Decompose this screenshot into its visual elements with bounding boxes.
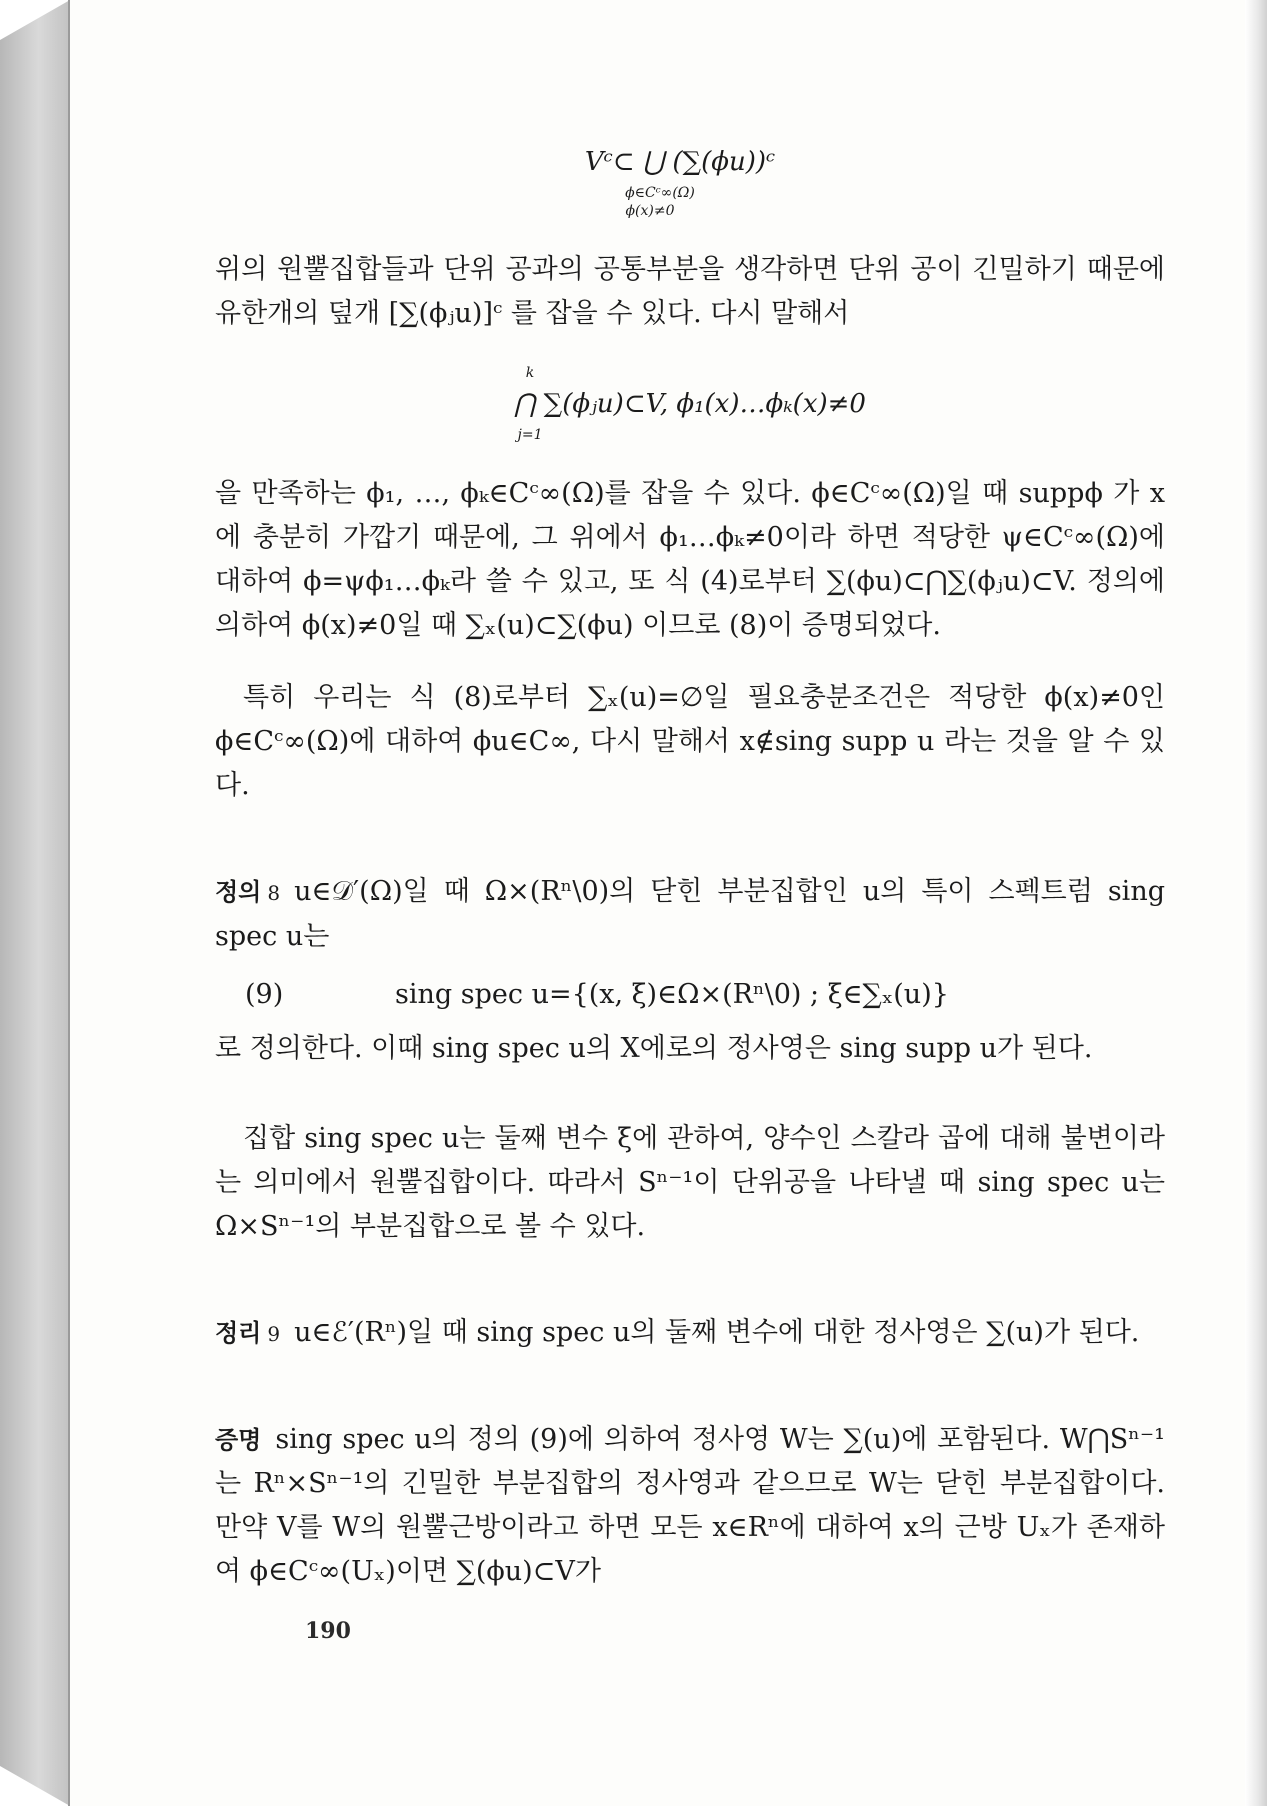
definition-label: 정의 xyxy=(215,878,262,906)
page-content xyxy=(215,140,1165,1594)
page-right-shadow xyxy=(1245,0,1267,1806)
theorem-text: u∈ℰ′(Rⁿ)일 때 sing spec u의 둘째 변수에 대한 정사영은 ∑(u)가 된다. xyxy=(294,1317,1140,1348)
paragraph-5: 집합 sing spec u는 둘째 변수 ξ에 관하여, 양수인 스칼라 곱에 대해 불변이라는 의미에서 원뿔집합이다. 따라서 Sⁿ⁻¹이 단위공을 나타낼 때 sing spec u는 Ω×Sⁿ⁻¹의 부분집합으로 볼 수 있다. xyxy=(215,1123,1165,1242)
definition-number: 8 xyxy=(267,881,281,905)
paragraph-3: 특히 우리는 식 (8)로부터 ∑ₓ(u)=∅일 필요충분조건은 적당한 ϕ(x)≠0인 ϕ∈Cᶜ∞(Ω)에 대하여 ϕu∈C∞, 다시 말해서 x∉sing supp u 라는 것을 알 수 있다. xyxy=(215,682,1165,801)
proof-text: sing spec u의 정의 (9)에 의하여 정사영 W는 ∑(u)에 포함된다. W⋂Sⁿ⁻¹는 Rⁿ×Sⁿ⁻¹의 긴밀한 부분집합의 정사영과 같으므로 W는 닫힌 부분집합이다. 만약 V를 W의 원뿔근방이라고 하면 모든 x∈Rⁿ에 대하여 x의 근방 Uₓ가 존재하여 ϕ∈Cᶜ∞(Uₓ)이면 ∑(ϕu)⊂V가 xyxy=(215,1424,1165,1587)
top-formula-main: Vᶜ⊂ ⋃ (∑(ϕu))ᶜ xyxy=(584,147,776,177)
paragraph-1: 위의 원뿔집합들과 단위 공과의 공통부분을 생각하면 단위 공이 긴밀하기 때문에 유한개의 덮개 [∑(ϕⱼu)]ᶜ 를 잡을 수 있다. 다시 말해서 xyxy=(215,254,1165,329)
definition-text: u∈𝒟′(Ω)일 때 Ω×(Rⁿ\0)의 닫힌 부분집합인 u의 특이 스펙트럼 sing spec u는 xyxy=(215,876,1165,952)
equation-9-number: (9) xyxy=(245,979,284,1010)
formula-2 xyxy=(215,364,1165,444)
book-spine-edge xyxy=(0,0,70,1806)
definition-8 xyxy=(215,870,1165,959)
formula-2-upper: k xyxy=(525,365,535,381)
top-formula-subscript-2: ϕ(x)≠0 xyxy=(625,203,675,219)
paragraph-2: 을 만족하는 ϕ₁, …, ϕₖ∈Cᶜ∞(Ω)를 잡을 수 있다. ϕ∈Cᶜ∞(Ω)일 때 suppϕ 가 x에 충분히 가깝기 때문에, 그 위에서 ϕ₁…ϕₖ≠0이라 하면 적당한 ψ∈Cᶜ∞(Ω)에 대하여 ϕ=ψϕ₁…ϕₖ라 쓸 수 있고, 또 식 (4)로부터 ∑(ϕu)⊂⋂∑(ϕⱼu)⊂V. 정의에 의하여 ϕ(x)≠0일 때 ∑ₓ(u)⊂∑(ϕu) 이므로 (8)이 증명되었다. xyxy=(215,478,1165,641)
proof xyxy=(215,1418,1165,1594)
formula-2-main: ⋂ ∑(ϕⱼu)⊂V, ϕ₁(x)…ϕₖ(x)≠0 xyxy=(514,389,866,419)
equation-9-text: sing spec u={(x, ξ)∈Ω×(Rⁿ\0) ; ξ∈∑ₓ(u)} xyxy=(395,979,949,1010)
formula-2-lower: j=1 xyxy=(517,427,543,443)
theorem-number: 9 xyxy=(267,1322,281,1346)
theorem-9 xyxy=(215,1311,1165,1356)
top-formula xyxy=(215,140,1165,220)
theorem-label: 정리 xyxy=(215,1319,262,1347)
paragraph-4: 로 정의한다. 이때 sing spec u의 X에로의 정사영은 sing supp u가 된다. xyxy=(215,1033,1093,1064)
proof-label: 증명 xyxy=(215,1426,262,1454)
equation-9 xyxy=(215,973,1165,1017)
page-number: 190 xyxy=(305,1618,351,1644)
top-formula-subscript-1: ϕ∈Cᶜ∞(Ω) xyxy=(625,185,695,201)
